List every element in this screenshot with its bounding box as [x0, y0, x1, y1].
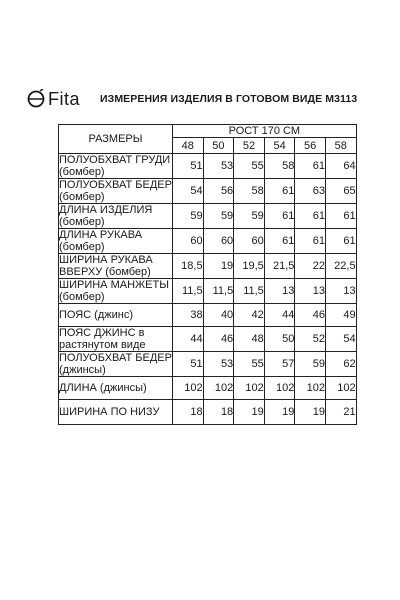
table-cell: 13 — [295, 279, 326, 304]
height-header: РОСТ 170 СМ — [173, 125, 357, 138]
table-cell: 102 — [264, 377, 295, 400]
table-cell: 51 — [173, 154, 204, 179]
table-cell: 44 — [264, 304, 295, 327]
row-label: ПОЛУОБХВАТ ГРУДИ (бомбер) — [59, 154, 173, 179]
table-cell: 11,5 — [173, 279, 204, 304]
table-cell: 21,5 — [264, 254, 295, 279]
table-cell: 102 — [173, 377, 204, 400]
size-header: 54 — [264, 138, 295, 154]
table-cell: 38 — [173, 304, 204, 327]
table-row — [59, 229, 357, 254]
table-cell: 55 — [234, 154, 265, 179]
size-header: 48 — [173, 138, 204, 154]
table-cell: 21 — [325, 400, 356, 425]
table-cell: 65 — [325, 179, 356, 204]
table-cell: 40 — [203, 304, 234, 327]
table-cell: 54 — [325, 327, 356, 352]
table-cell: 22 — [295, 254, 326, 279]
table-cell: 60 — [173, 229, 204, 254]
table-cell: 18 — [203, 400, 234, 425]
table-row — [59, 377, 357, 400]
document-title: ИЗМЕРЕНИЯ ИЗДЕЛИЯ В ГОТОВОМ ВИДЕ М3113 — [100, 93, 358, 105]
table-cell: 61 — [325, 204, 356, 229]
table-row — [59, 154, 357, 179]
document-header — [26, 88, 396, 110]
table-cell: 19 — [295, 400, 326, 425]
table-cell: 51 — [173, 352, 204, 377]
table-cell: 52 — [295, 327, 326, 352]
table-cell: 18 — [173, 400, 204, 425]
table-cell: 13 — [264, 279, 295, 304]
table-cell: 59 — [173, 204, 204, 229]
table-cell: 102 — [203, 377, 234, 400]
table-row — [59, 327, 357, 352]
row-label: ШИРИНА МАНЖЕТЫ (бомбер) — [59, 279, 173, 304]
table-cell: 61 — [264, 229, 295, 254]
row-label: ДЛИНА ИЗДЕЛИЯ (бомбер) — [59, 204, 173, 229]
table-cell: 46 — [295, 304, 326, 327]
table-cell: 53 — [203, 154, 234, 179]
table-cell: 58 — [234, 179, 265, 204]
row-label: ДЛИНА (джинсы) — [59, 377, 173, 400]
table-cell: 61 — [295, 204, 326, 229]
table-cell: 46 — [203, 327, 234, 352]
table-cell: 57 — [264, 352, 295, 377]
table-cell: 61 — [264, 179, 295, 204]
table-cell: 59 — [295, 352, 326, 377]
table-cell: 61 — [295, 229, 326, 254]
measurements-table — [58, 124, 357, 425]
logo-text: Fita — [48, 89, 81, 109]
table-cell: 61 — [295, 154, 326, 179]
table-cell: 42 — [234, 304, 265, 327]
size-header: 52 — [234, 138, 265, 154]
table-cell: 44 — [173, 327, 204, 352]
table-cell: 61 — [264, 204, 295, 229]
size-header: 58 — [325, 138, 356, 154]
table-cell: 64 — [325, 154, 356, 179]
row-label: ПОЯС ДЖИНС в растянутом виде — [59, 327, 173, 352]
table-cell: 59 — [203, 204, 234, 229]
logo-circle-icon — [26, 89, 46, 109]
table-cell: 60 — [203, 229, 234, 254]
table-cell: 60 — [234, 229, 265, 254]
fita-logo — [26, 88, 86, 110]
sizes-header: РАЗМЕРЫ — [59, 125, 173, 154]
table-row — [59, 179, 357, 204]
table-cell: 55 — [234, 352, 265, 377]
table-cell: 19,5 — [234, 254, 265, 279]
row-label: ДЛИНА РУКАВА (бомбер) — [59, 229, 173, 254]
table-cell: 56 — [203, 179, 234, 204]
table-cell: 50 — [264, 327, 295, 352]
table-row — [59, 279, 357, 304]
table-cell: 22,5 — [325, 254, 356, 279]
table-cell: 58 — [264, 154, 295, 179]
table-cell: 61 — [325, 229, 356, 254]
row-label: ШИРИНА ПО НИЗУ — [59, 400, 173, 425]
table-row — [59, 304, 357, 327]
table-cell: 49 — [325, 304, 356, 327]
table-cell: 59 — [234, 204, 265, 229]
table-row — [59, 204, 357, 229]
table-cell: 11,5 — [203, 279, 234, 304]
row-label: ПОЛУОБХВАТ БЕДЕР (бомбер) — [59, 179, 172, 203]
row-label: ПОЯС (джинс) — [59, 304, 173, 327]
table-cell: 19 — [203, 254, 234, 279]
table-row — [59, 254, 357, 279]
table-cell: 13 — [325, 279, 356, 304]
table-row — [59, 352, 357, 377]
row-label: ШИРИНА РУКАВА ВВЕРХУ (бомбер) — [59, 254, 173, 279]
table-cell: 102 — [234, 377, 265, 400]
table-cell: 102 — [295, 377, 326, 400]
size-header: 56 — [295, 138, 326, 154]
table-cell: 54 — [173, 179, 204, 204]
table-cell: 19 — [234, 400, 265, 425]
size-header: 50 — [203, 138, 234, 154]
table-cell: 53 — [203, 352, 234, 377]
table-cell: 18,5 — [173, 254, 204, 279]
table-row — [59, 400, 357, 425]
row-label: ПОЛУОБХВАТ БЕДЕР (джинсы) — [59, 352, 172, 376]
table-cell: 63 — [295, 179, 326, 204]
table-cell: 62 — [325, 352, 356, 377]
table-cell: 48 — [234, 327, 265, 352]
table-cell: 19 — [264, 400, 295, 425]
table-cell: 102 — [325, 377, 356, 400]
table-cell: 11,5 — [234, 279, 265, 304]
